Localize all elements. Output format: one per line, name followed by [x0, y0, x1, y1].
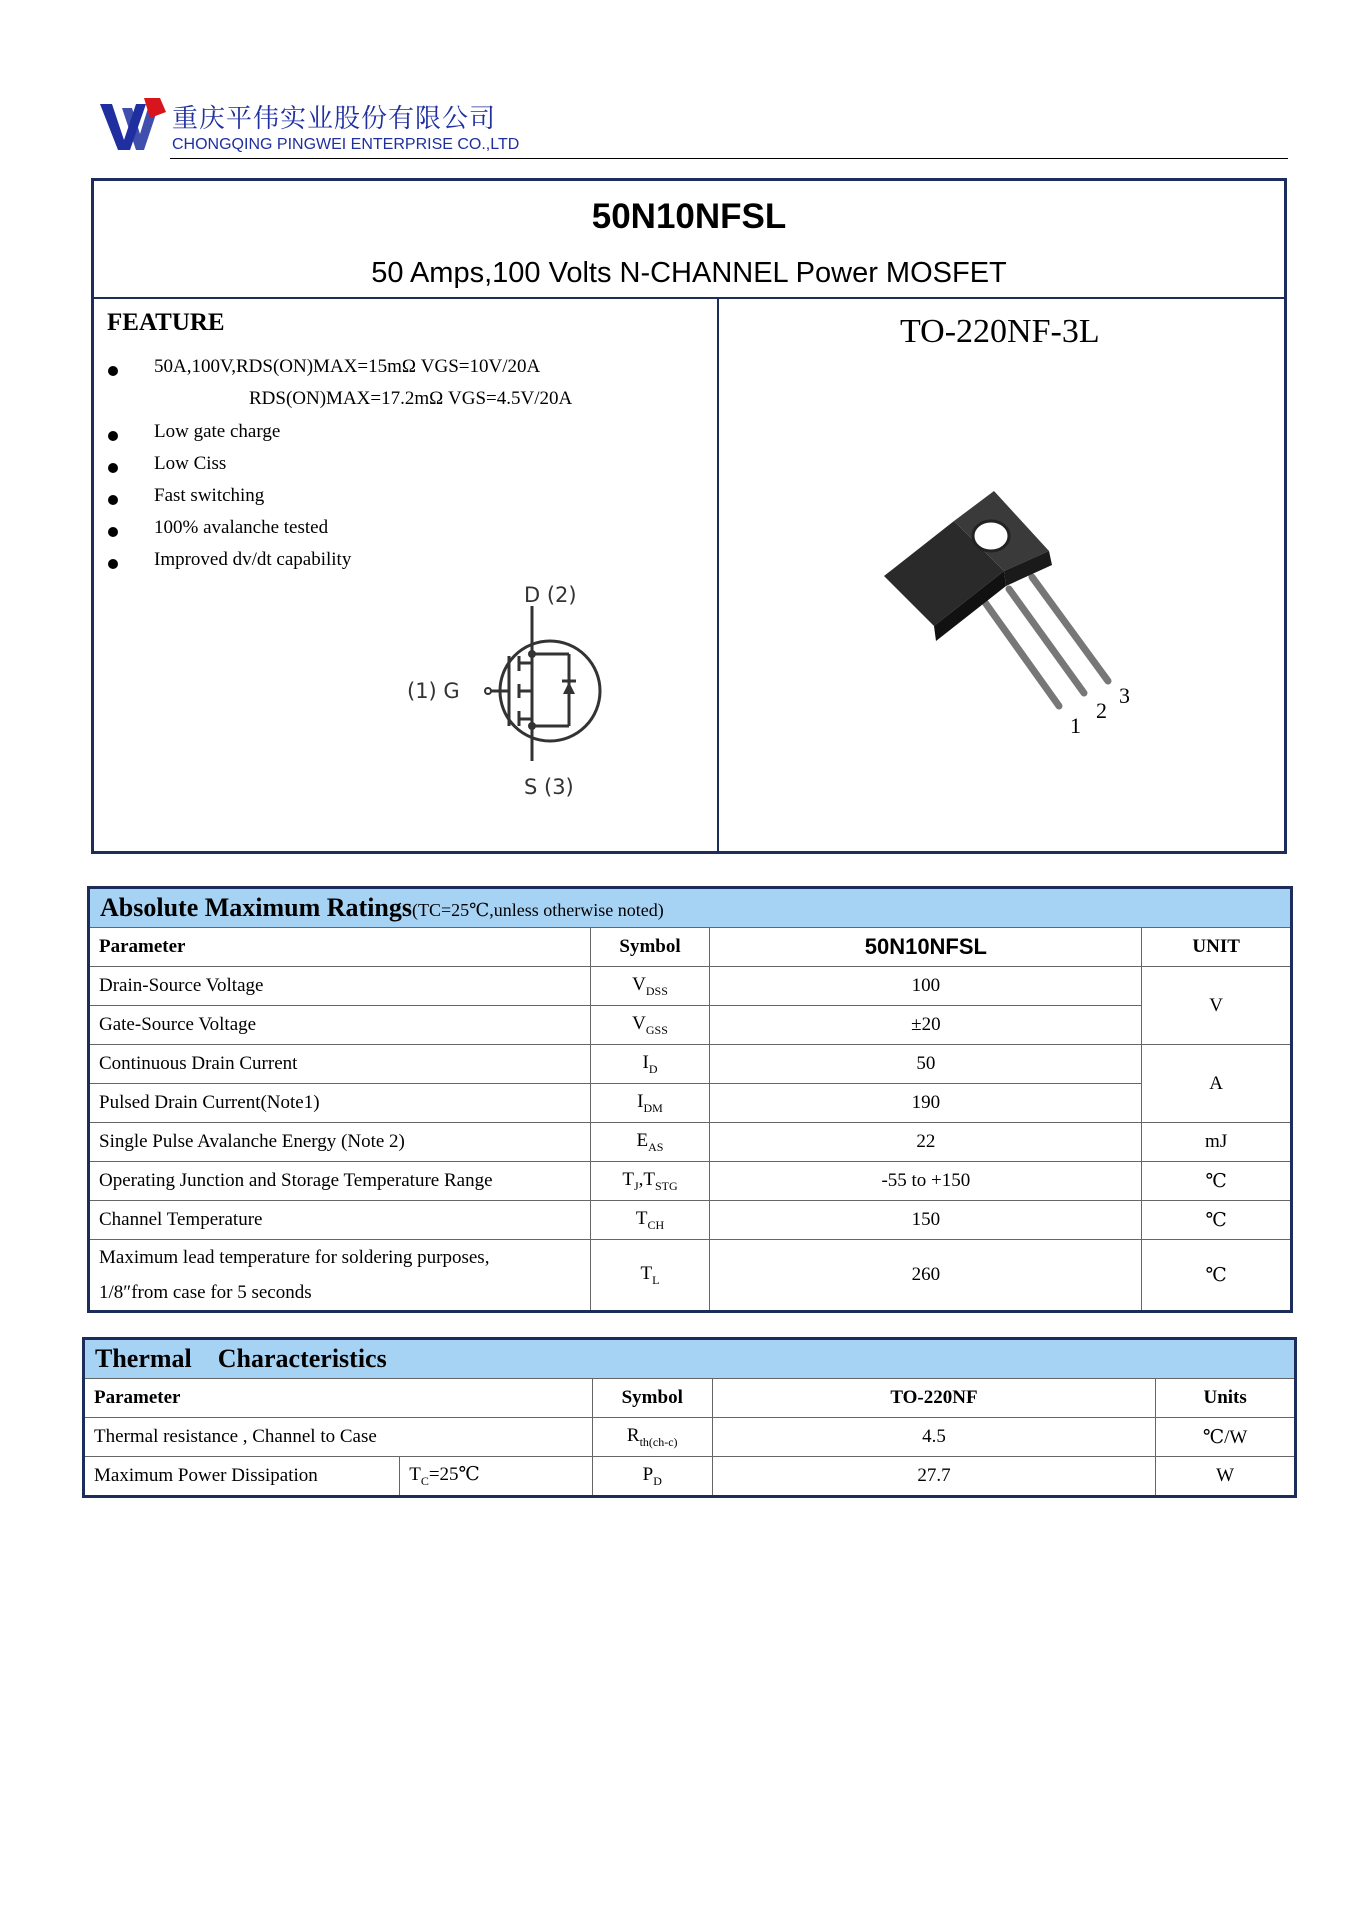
- feature-item: RDS(ON)MAX=17.2mΩ VGS=4.5V/20A: [249, 388, 573, 409]
- absolute-maximum-ratings-table: [87, 886, 1293, 1313]
- product-description: 50 Amps,100 Volts N-CHANNEL Power MOSFET: [371, 257, 1007, 289]
- feature-item: Improved dv/dt capability: [154, 549, 352, 570]
- amr-title: Absolute Maximum Ratings: [100, 893, 413, 922]
- symbol-cell: $T_{CH}$: [590, 1201, 710, 1240]
- param-line: 1/8″from case for 5 seconds: [99, 1282, 312, 1303]
- bullet-icon: [108, 527, 118, 537]
- condition-cell: $T_C=25℃$: [400, 1457, 593, 1497]
- column-header: UNIT: [1142, 928, 1292, 967]
- feature-item: 100% avalanche tested: [154, 517, 329, 538]
- symbol-cell: $I_{DM}$: [590, 1084, 710, 1123]
- param-cell: Continuous Drain Current: [89, 1045, 591, 1084]
- unit-cell: ℃/W: [1156, 1418, 1296, 1457]
- value-cell: 100: [710, 967, 1142, 1006]
- value-cell: 4.5: [712, 1418, 1156, 1457]
- column-header: Symbol: [592, 1379, 712, 1418]
- param-cell: Operating Junction and Storage Temperature Range: [89, 1162, 591, 1201]
- unit-cell: ℃: [1142, 1201, 1292, 1240]
- symbol-cell: $V_{DSS}$: [590, 967, 710, 1006]
- bullet-icon: [108, 559, 118, 569]
- symbol-cell: $E_{AS}$: [590, 1123, 710, 1162]
- pin-label: 3: [1119, 683, 1130, 708]
- param-cell: Thermal resistance , Channel to Case: [84, 1418, 593, 1457]
- company-name-en: CHONGQING PINGWEI ENTERPRISE CO.,LTD: [172, 136, 520, 153]
- value-cell: 22: [710, 1123, 1142, 1162]
- bullet-icon: [108, 366, 118, 376]
- unit-cell: A: [1142, 1045, 1292, 1123]
- unit-cell: ℃: [1142, 1162, 1292, 1201]
- value-cell: -55 to +150: [710, 1162, 1142, 1201]
- product-overview-box: [91, 178, 1287, 854]
- drain-label: D (2): [524, 583, 577, 607]
- header-divider: [170, 158, 1288, 159]
- unit-cell: mJ: [1142, 1123, 1292, 1162]
- unit-cell: W: [1156, 1457, 1296, 1497]
- param-cell: [89, 1240, 591, 1312]
- package-title: TO-220NF-3L: [900, 313, 1100, 350]
- column-header: Symbol: [590, 928, 710, 967]
- value-cell: 27.7: [712, 1457, 1156, 1497]
- symbol-cell: $V_{GSS}$: [590, 1006, 710, 1045]
- value-cell: 260: [710, 1240, 1142, 1312]
- thermal-characteristics-table: [82, 1337, 1297, 1498]
- table-row: [89, 967, 1292, 1006]
- feature-item: Fast switching: [154, 485, 265, 506]
- table-title: [89, 888, 1292, 928]
- company-logo: [100, 98, 166, 156]
- column-header: Units: [1156, 1379, 1296, 1418]
- table-row: [89, 1240, 1292, 1312]
- amr-condition: (TC=25℃,unless otherwise noted): [412, 900, 664, 920]
- gate-label: (1) G: [407, 679, 460, 703]
- param-line: Maximum lead temperature for soldering purposes,: [99, 1247, 490, 1268]
- unit-cell: ℃: [1142, 1240, 1292, 1312]
- bullet-icon: [108, 463, 118, 473]
- table-row: [84, 1418, 1296, 1457]
- value-cell: 150: [710, 1201, 1142, 1240]
- feature-item: Low gate charge: [154, 421, 281, 442]
- divider: [94, 297, 1284, 299]
- table-row: [89, 1006, 1292, 1045]
- bullet-icon: [108, 431, 118, 441]
- package-image-icon: [874, 461, 1294, 741]
- param-cell: Gate-Source Voltage: [89, 1006, 591, 1045]
- company-name-cn: 重庆平伟实业股份有限公司: [172, 104, 497, 134]
- param-cell: Drain-Source Voltage: [89, 967, 591, 1006]
- symbol-cell: $T_L$: [590, 1240, 710, 1312]
- table-row: [89, 1045, 1292, 1084]
- column-header: TO-220NF: [712, 1379, 1156, 1418]
- feature-item: Low Ciss: [154, 453, 227, 474]
- pin-label: 2: [1096, 698, 1107, 723]
- value-cell: 190: [710, 1084, 1142, 1123]
- symbol-cell: $I_D$: [590, 1045, 710, 1084]
- mosfet-symbol-icon: [374, 576, 634, 806]
- value-cell: 50: [710, 1045, 1142, 1084]
- symbol-cell: $T_J,T_{STG}$: [590, 1162, 710, 1201]
- divider: [717, 298, 719, 854]
- column-header: Parameter: [84, 1379, 593, 1418]
- table-row: [84, 1457, 1296, 1497]
- bullet-icon: [108, 495, 118, 505]
- source-label: S (3): [524, 775, 574, 799]
- value-cell: ±20: [710, 1006, 1142, 1045]
- symbol-cell: $R_{th(ch-c)}$: [592, 1418, 712, 1457]
- param-cell: Single Pulse Avalanche Energy (Note 2): [89, 1123, 591, 1162]
- table-row: [89, 1123, 1292, 1162]
- param-cell: Pulsed Drain Current(Note1): [89, 1084, 591, 1123]
- column-header: Parameter: [89, 928, 591, 967]
- param-cell: Channel Temperature: [89, 1201, 591, 1240]
- feature-title: FEATURE: [107, 309, 225, 336]
- column-header: 50N10NFSL: [710, 928, 1142, 967]
- symbol-cell: $P_D$: [592, 1457, 712, 1497]
- pin-label: 1: [1070, 713, 1081, 738]
- product-title: 50N10NFSL: [591, 197, 787, 236]
- unit-cell: V: [1142, 967, 1292, 1045]
- table-row: [89, 1084, 1292, 1123]
- table-row: [89, 1162, 1292, 1201]
- thermal-title: Thermal Characteristics: [84, 1339, 1296, 1379]
- feature-item: 50A,100V,RDS(ON)MAX=15mΩ VGS=10V/20A: [154, 356, 541, 377]
- table-row: [89, 1201, 1292, 1240]
- param-cell: Maximum Power Dissipation: [84, 1457, 400, 1497]
